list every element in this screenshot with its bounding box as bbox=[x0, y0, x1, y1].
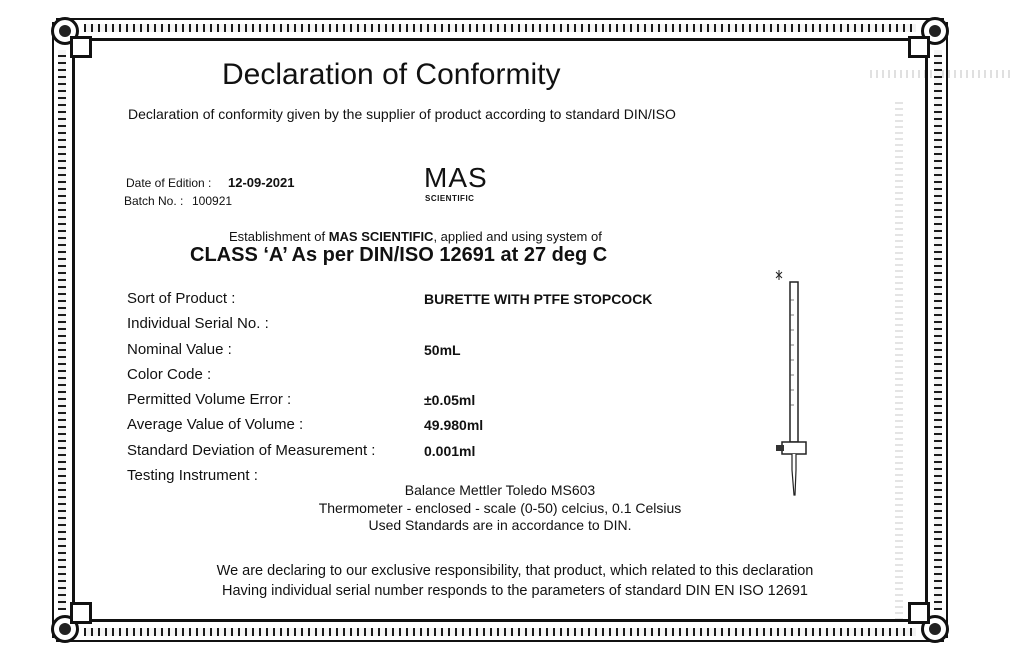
border-outer-bottom bbox=[56, 640, 944, 642]
field-label: Individual Serial No. : bbox=[127, 315, 269, 332]
burette-icon bbox=[772, 270, 822, 510]
field-label: Sort of Product : bbox=[127, 290, 236, 307]
class-statement: CLASS ‘A’ As per DIN/ISO 12691 at 27 deg C bbox=[190, 244, 608, 266]
field-label: Average Value of Volume : bbox=[127, 416, 304, 433]
instrument-line: Balance Mettler Toledo MS603 bbox=[404, 482, 596, 498]
document-subtitle: Declaration of conformity given by the supplier of product according to standard DIN/ISO bbox=[128, 106, 676, 122]
field-value: 49.980ml bbox=[424, 417, 484, 433]
corner-ornament-icon bbox=[48, 14, 82, 48]
field-value: BURETTE WITH PTFE STOPCOCK bbox=[424, 291, 653, 307]
document-title: Declaration of Conformity bbox=[222, 58, 561, 91]
border-top-line bbox=[76, 38, 924, 41]
company-logo-sub: SCIENTIFIC bbox=[425, 194, 475, 203]
establishment-suffix: , applied and using system of bbox=[433, 229, 602, 244]
field-value: 50mL bbox=[424, 342, 461, 358]
field-label: Color Code : bbox=[127, 366, 212, 383]
instrument-line: Used Standards are in accordance to DIN. bbox=[368, 517, 632, 533]
border-left-line bbox=[72, 42, 75, 618]
corner-ornament-icon bbox=[48, 612, 82, 646]
border-top-rail bbox=[84, 24, 916, 32]
border-outer-left bbox=[52, 22, 54, 638]
establishment-company: MAS SCIENTIFIC bbox=[328, 229, 434, 244]
declaration-line: Having individual serial number responds to the parameters of standard DIN EN ISO 12691 bbox=[222, 583, 808, 599]
date-of-edition-label: Date of Edition : bbox=[126, 176, 212, 190]
field-label: Nominal Value : bbox=[127, 341, 232, 358]
declaration-line: We are declaring to our exclusive responsibility, that product, which related to this declaration bbox=[216, 563, 814, 579]
instrument-line: Thermometer - enclosed - scale (0-50) celcius, 0.1 Celsius bbox=[318, 500, 682, 516]
border-right-line bbox=[925, 42, 928, 618]
field-label: Standard Deviation of Measurement : bbox=[127, 442, 376, 459]
border-right-rail bbox=[934, 50, 942, 610]
corner-ornament-icon bbox=[918, 612, 952, 646]
border-bottom-rail bbox=[84, 628, 916, 636]
field-label: Testing Instrument : bbox=[127, 467, 258, 484]
batch-no-label: Batch No. : bbox=[124, 194, 184, 208]
establishment-prefix: Establishment of bbox=[229, 229, 329, 244]
date-of-edition-value: 12-09-2021 bbox=[228, 175, 295, 190]
field-value: ±0.05ml bbox=[424, 392, 476, 408]
company-logo: MAS bbox=[424, 162, 488, 193]
corner-ornament-icon bbox=[918, 14, 952, 48]
establishment-line bbox=[229, 229, 602, 244]
border-left-rail bbox=[58, 50, 66, 610]
border-outer-right bbox=[946, 22, 948, 638]
field-label: Permitted Volume Error : bbox=[127, 391, 292, 408]
batch-no-value: 100921 bbox=[192, 194, 233, 208]
border-outer-top bbox=[56, 18, 944, 20]
field-value: 0.001ml bbox=[424, 443, 476, 459]
border-bottom-line bbox=[76, 619, 924, 622]
